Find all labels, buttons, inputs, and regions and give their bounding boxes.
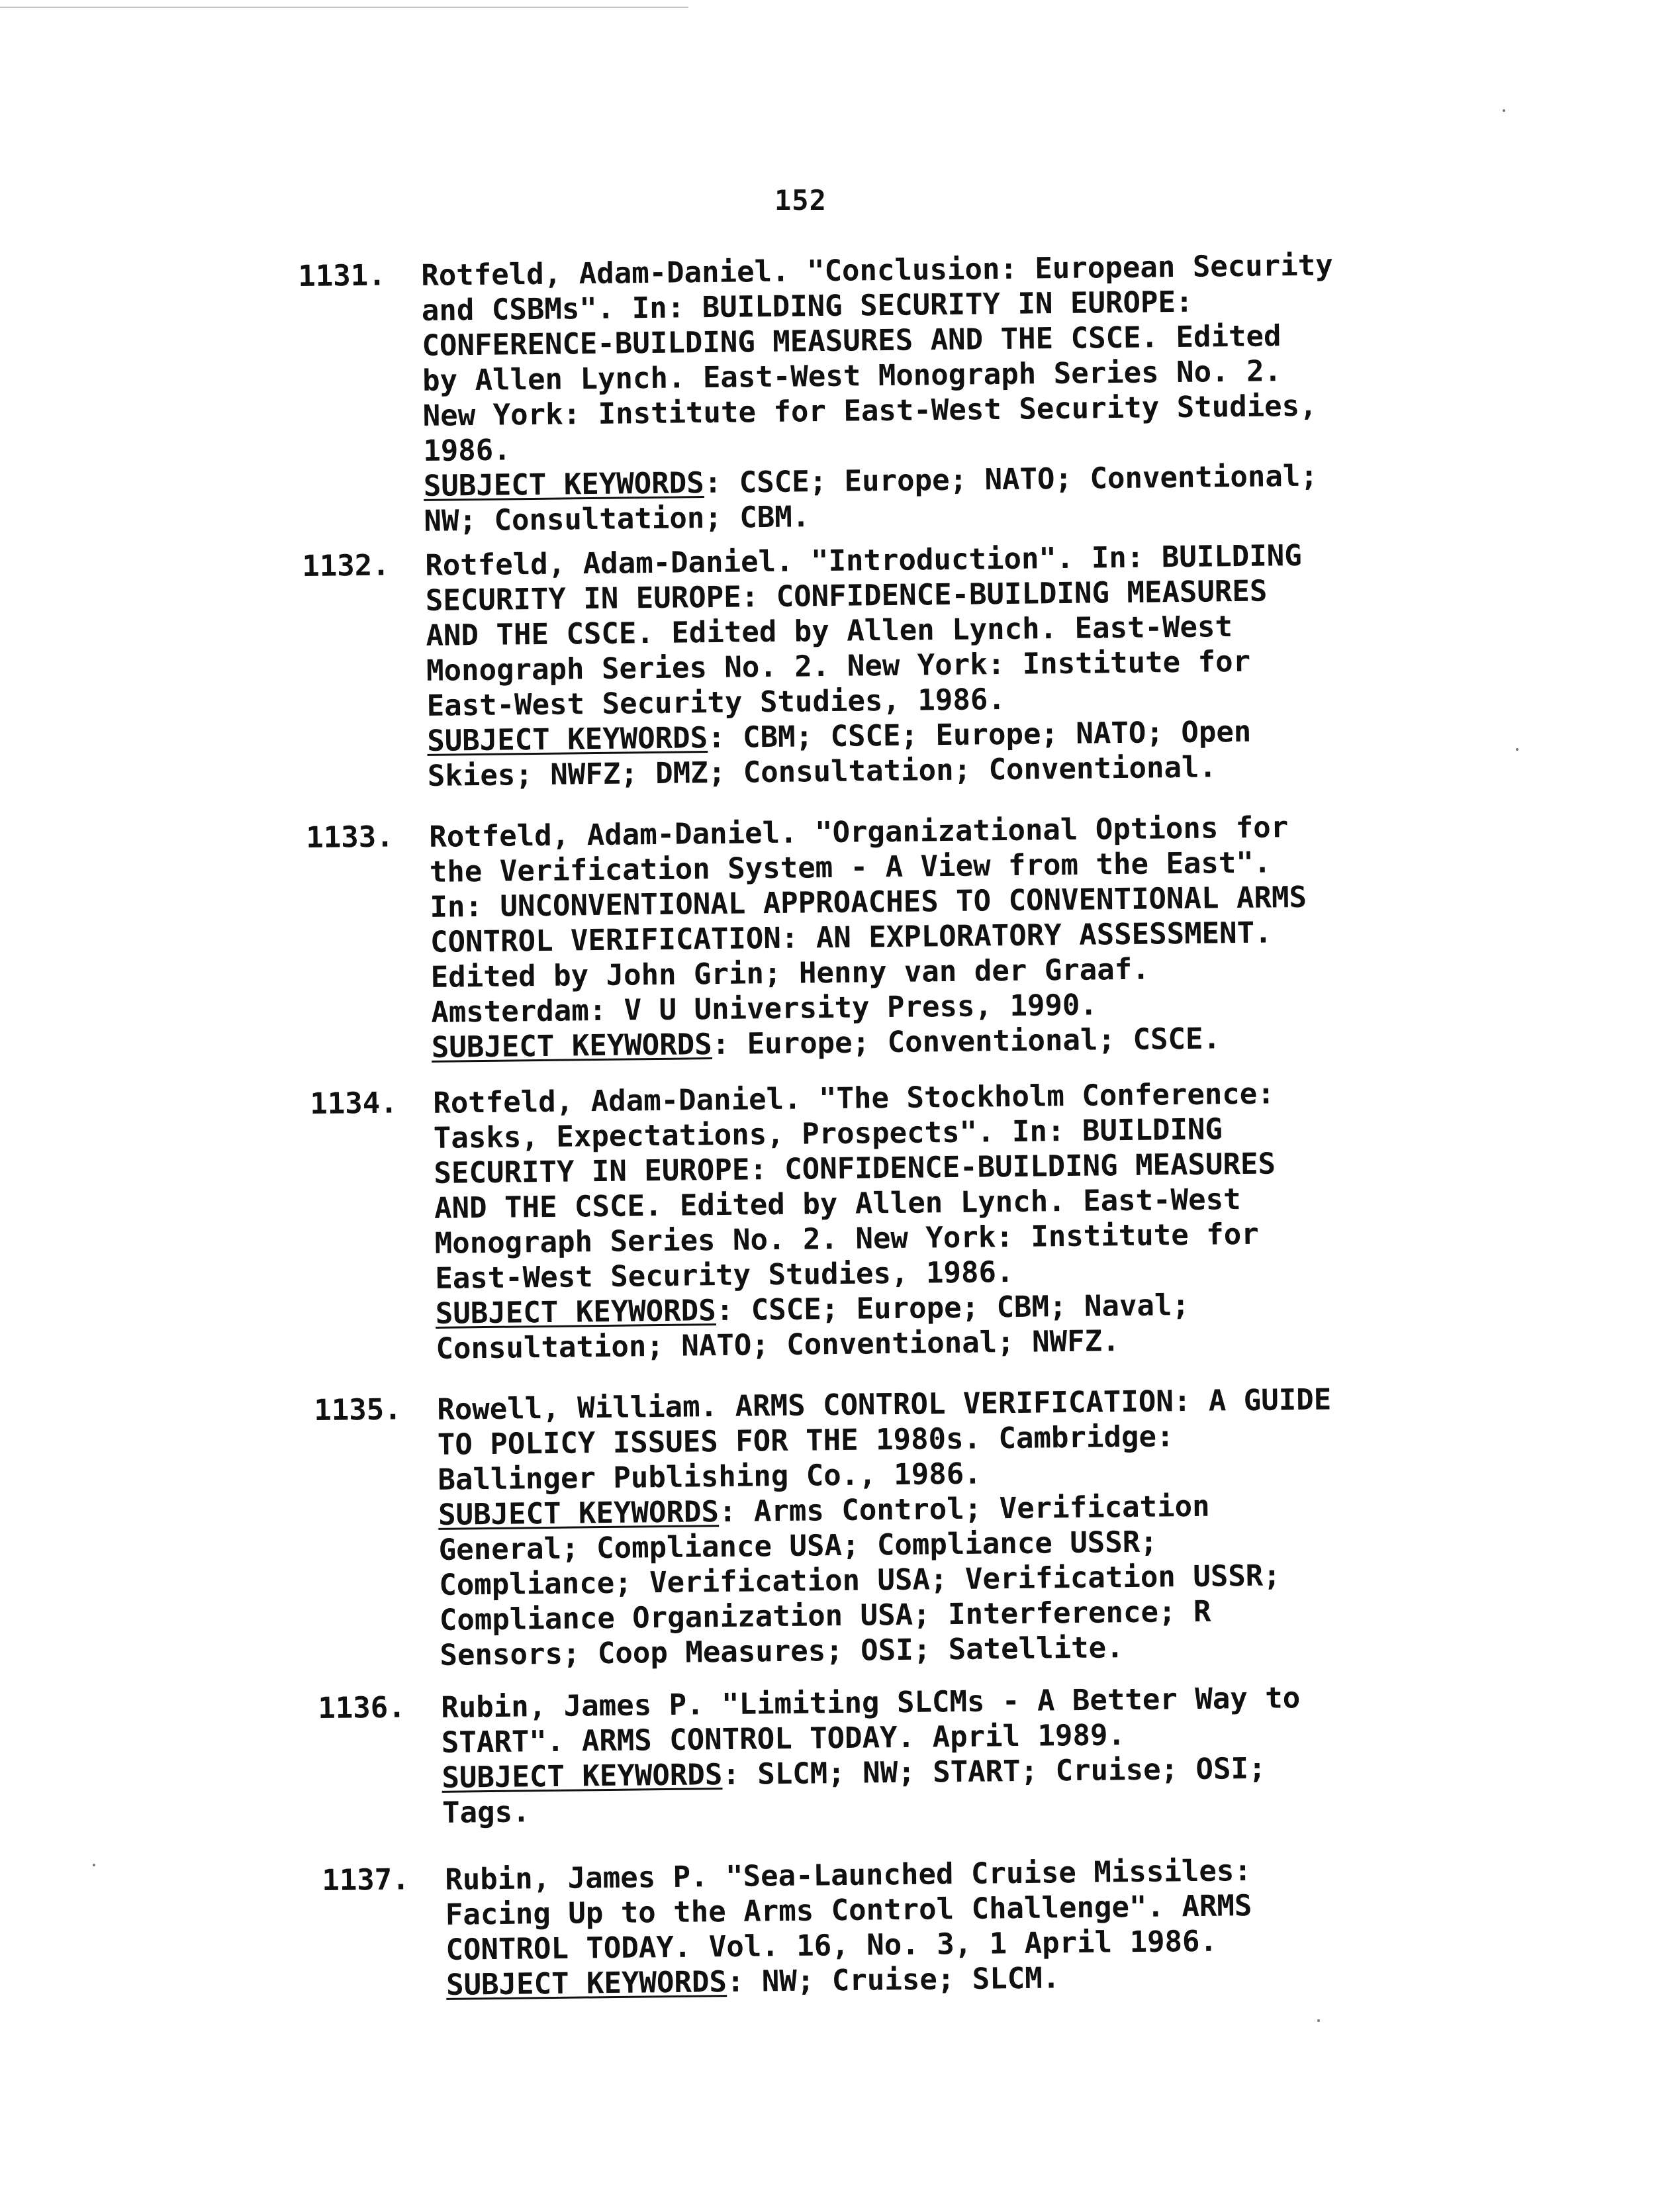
page-number: 152	[774, 184, 827, 216]
scan-speck	[1516, 748, 1518, 751]
entry-citation-line: Tasks, Expectations, Prospects". In: BUILDING	[433, 1112, 1223, 1155]
scan-speck	[93, 1864, 95, 1866]
subject-keywords-values: : CBM; CSCE; Europe; NATO; Open	[707, 714, 1252, 755]
subject-keywords-values: : Europe; Conventional; CSCE.	[712, 1022, 1221, 1062]
subject-keywords-label: SUBJECT KEYWORDS	[438, 1495, 720, 1532]
entry-citation-line: CONTROL TODAY. Vol. 16, No. 3, 1 April 1986.	[445, 1924, 1218, 1967]
subject-keywords-continuation: Compliance; Verification USA; Verification USSR;	[439, 1558, 1282, 1602]
entry-citation-line: Monograph Series No. 2. New York: Institute for	[426, 644, 1251, 688]
entry-number: 1132.	[302, 548, 391, 583]
subject-keywords-continuation: Skies; NWFZ; DMZ; Consultation; Conventional.	[427, 750, 1217, 793]
entry-text	[433, 1076, 1278, 1366]
subject-keywords-values: : NW; Cruise; SLCM.	[726, 1961, 1060, 1999]
entry-first-line: Rotfeld, Adam-Daniel. "The Stockholm Conference:	[432, 1077, 1276, 1120]
entry-citation-line: SECURITY IN EUROPE: CONFIDENCE-BUILDING MEASURES	[434, 1147, 1276, 1190]
entry-citation-line: New York: Institute for East-West Security Studies,	[422, 389, 1317, 433]
entry-citation-line: START". ARMS CONTROL TODAY. April 1989.	[441, 1718, 1126, 1760]
bibliography-entry	[298, 245, 1569, 538]
entry-first-line: Rowell, William. ARMS CONTROL VERIFICATION: A GUIDE	[436, 1382, 1332, 1427]
entry-text	[441, 1680, 1301, 1831]
subject-keywords-values: : CSCE; Europe; CBM; Naval;	[716, 1288, 1190, 1328]
entry-citation-line: Ballinger Publishing Co., 1986.	[438, 1457, 982, 1497]
subject-keywords-values: : Arms Control; Verification	[718, 1489, 1210, 1529]
scan-speck	[1317, 2019, 1320, 2022]
scan-edge-mark	[0, 0, 688, 8]
bibliography-entry	[322, 1849, 1593, 2002]
entry-citation-line: In: UNCONVENTIONAL APPROACHES TO CONVENTIONAL ARMS	[430, 880, 1307, 924]
subject-keywords-values: : SLCM; NW; START; Cruise; OSI;	[722, 1751, 1266, 1792]
entry-citation-line: AND THE CSCE. Edited by Allen Lynch. East-West	[434, 1182, 1241, 1225]
entry-number: 1131.	[298, 258, 387, 293]
entry-text	[437, 1382, 1334, 1673]
bibliography-entry	[306, 806, 1577, 1065]
entry-citation-line: by Allen Lynch. East-West Monograph Series No. 2.	[422, 354, 1282, 398]
entry-citation-line: 1986.	[423, 433, 512, 468]
entry-first-line: Rotfeld, Adam-Daniel. "Organizational Options for	[428, 810, 1289, 854]
entry-first-line: Rotfeld, Adam-Daniel. "Conclusion: European Security	[420, 248, 1333, 293]
entry-citation-line: CONTROL VERIFICATION: AN EXPLORATORY ASSESSMENT.	[430, 916, 1272, 959]
entry-text	[445, 1853, 1253, 2003]
entry-text	[425, 538, 1305, 794]
entry-citation-line: CONFERENCE-BUILDING MEASURES AND THE CSCE. Edited	[422, 319, 1282, 363]
scan-speck	[1503, 109, 1505, 112]
subject-keywords-label: SUBJECT KEYWORDS	[431, 1028, 713, 1065]
subject-keywords-label: SUBJECT KEYWORDS	[427, 721, 708, 758]
entry-citation-line: TO POLICY ISSUES FOR THE 1980s. Cambridge:	[437, 1419, 1174, 1462]
entry-first-line: Rotfeld, Adam-Daniel. "Introduction". In: BUILDING	[424, 538, 1303, 583]
entry-citation-line: Amsterdam: V U University Press, 1990.	[431, 988, 1098, 1030]
bibliography-entry	[314, 1379, 1585, 1672]
subject-keywords-continuation: Compliance Organization USA; Interference; R	[439, 1594, 1211, 1637]
entry-number: 1135.	[314, 1392, 402, 1427]
subject-keywords-continuation: Sensors; Coop Measures; OSI; Satellite.	[440, 1631, 1124, 1672]
entry-citation-line: Facing Up to the Arms Control Challenge". ARMS	[445, 1889, 1252, 1932]
entry-text	[429, 810, 1309, 1065]
entry-text	[421, 248, 1336, 539]
subject-keywords-continuation: NW; Consultation; CBM.	[424, 500, 810, 538]
entry-citation-line: the Verification System - A View from the East".	[429, 845, 1272, 889]
entry-number: 1137.	[322, 1862, 410, 1897]
subject-keywords-label: SUBJECT KEYWORDS	[442, 1758, 723, 1795]
subject-keywords-continuation: General; Compliance USA; Compliance USSR;	[438, 1525, 1158, 1567]
entry-number: 1136.	[318, 1690, 406, 1725]
subject-keywords-continuation: Consultation; NATO; Conventional; NWFZ.	[436, 1324, 1120, 1366]
entry-citation-line: Edited by John Grin; Henny van der Graaf.	[430, 952, 1150, 994]
subject-keywords-label: SUBJECT KEYWORDS	[423, 466, 705, 503]
entry-citation-line: AND THE CSCE. Edited by Allen Lynch. East-West	[426, 610, 1233, 653]
subject-keywords-continuation: Tags.	[442, 1795, 530, 1830]
bibliography-entry	[318, 1677, 1589, 1830]
entry-first-line: Rubin, James P. "Limiting SLCMs - A Better Way to	[440, 1681, 1301, 1725]
entry-citation-line: and CSBMs". In: BUILDING SECURITY IN EUROPE:	[421, 285, 1193, 328]
entry-citation-line: SECURITY IN EUROPE: CONFIDENCE-BUILDING MEASURES	[425, 574, 1268, 618]
entry-citation-line: Monograph Series No. 2. New York: Institute for	[434, 1217, 1259, 1261]
entry-number: 1134.	[310, 1086, 398, 1121]
entry-citation-line: East-West Security Studies, 1986.	[426, 682, 1006, 723]
subject-keywords-label: SUBJECT KEYWORDS	[445, 1965, 727, 2002]
entry-citation-line: East-West Security Studies, 1986.	[435, 1255, 1014, 1296]
entry-number: 1133.	[306, 820, 395, 855]
bibliography-entry	[310, 1073, 1581, 1366]
subject-keywords-label: SUBJECT KEYWORDS	[435, 1294, 717, 1331]
entry-first-line: Rubin, James P. "Sea-Launched Cruise Missiles:	[444, 1854, 1252, 1897]
subject-keywords-values: : CSCE; Europe; NATO; Conventional;	[704, 459, 1319, 501]
